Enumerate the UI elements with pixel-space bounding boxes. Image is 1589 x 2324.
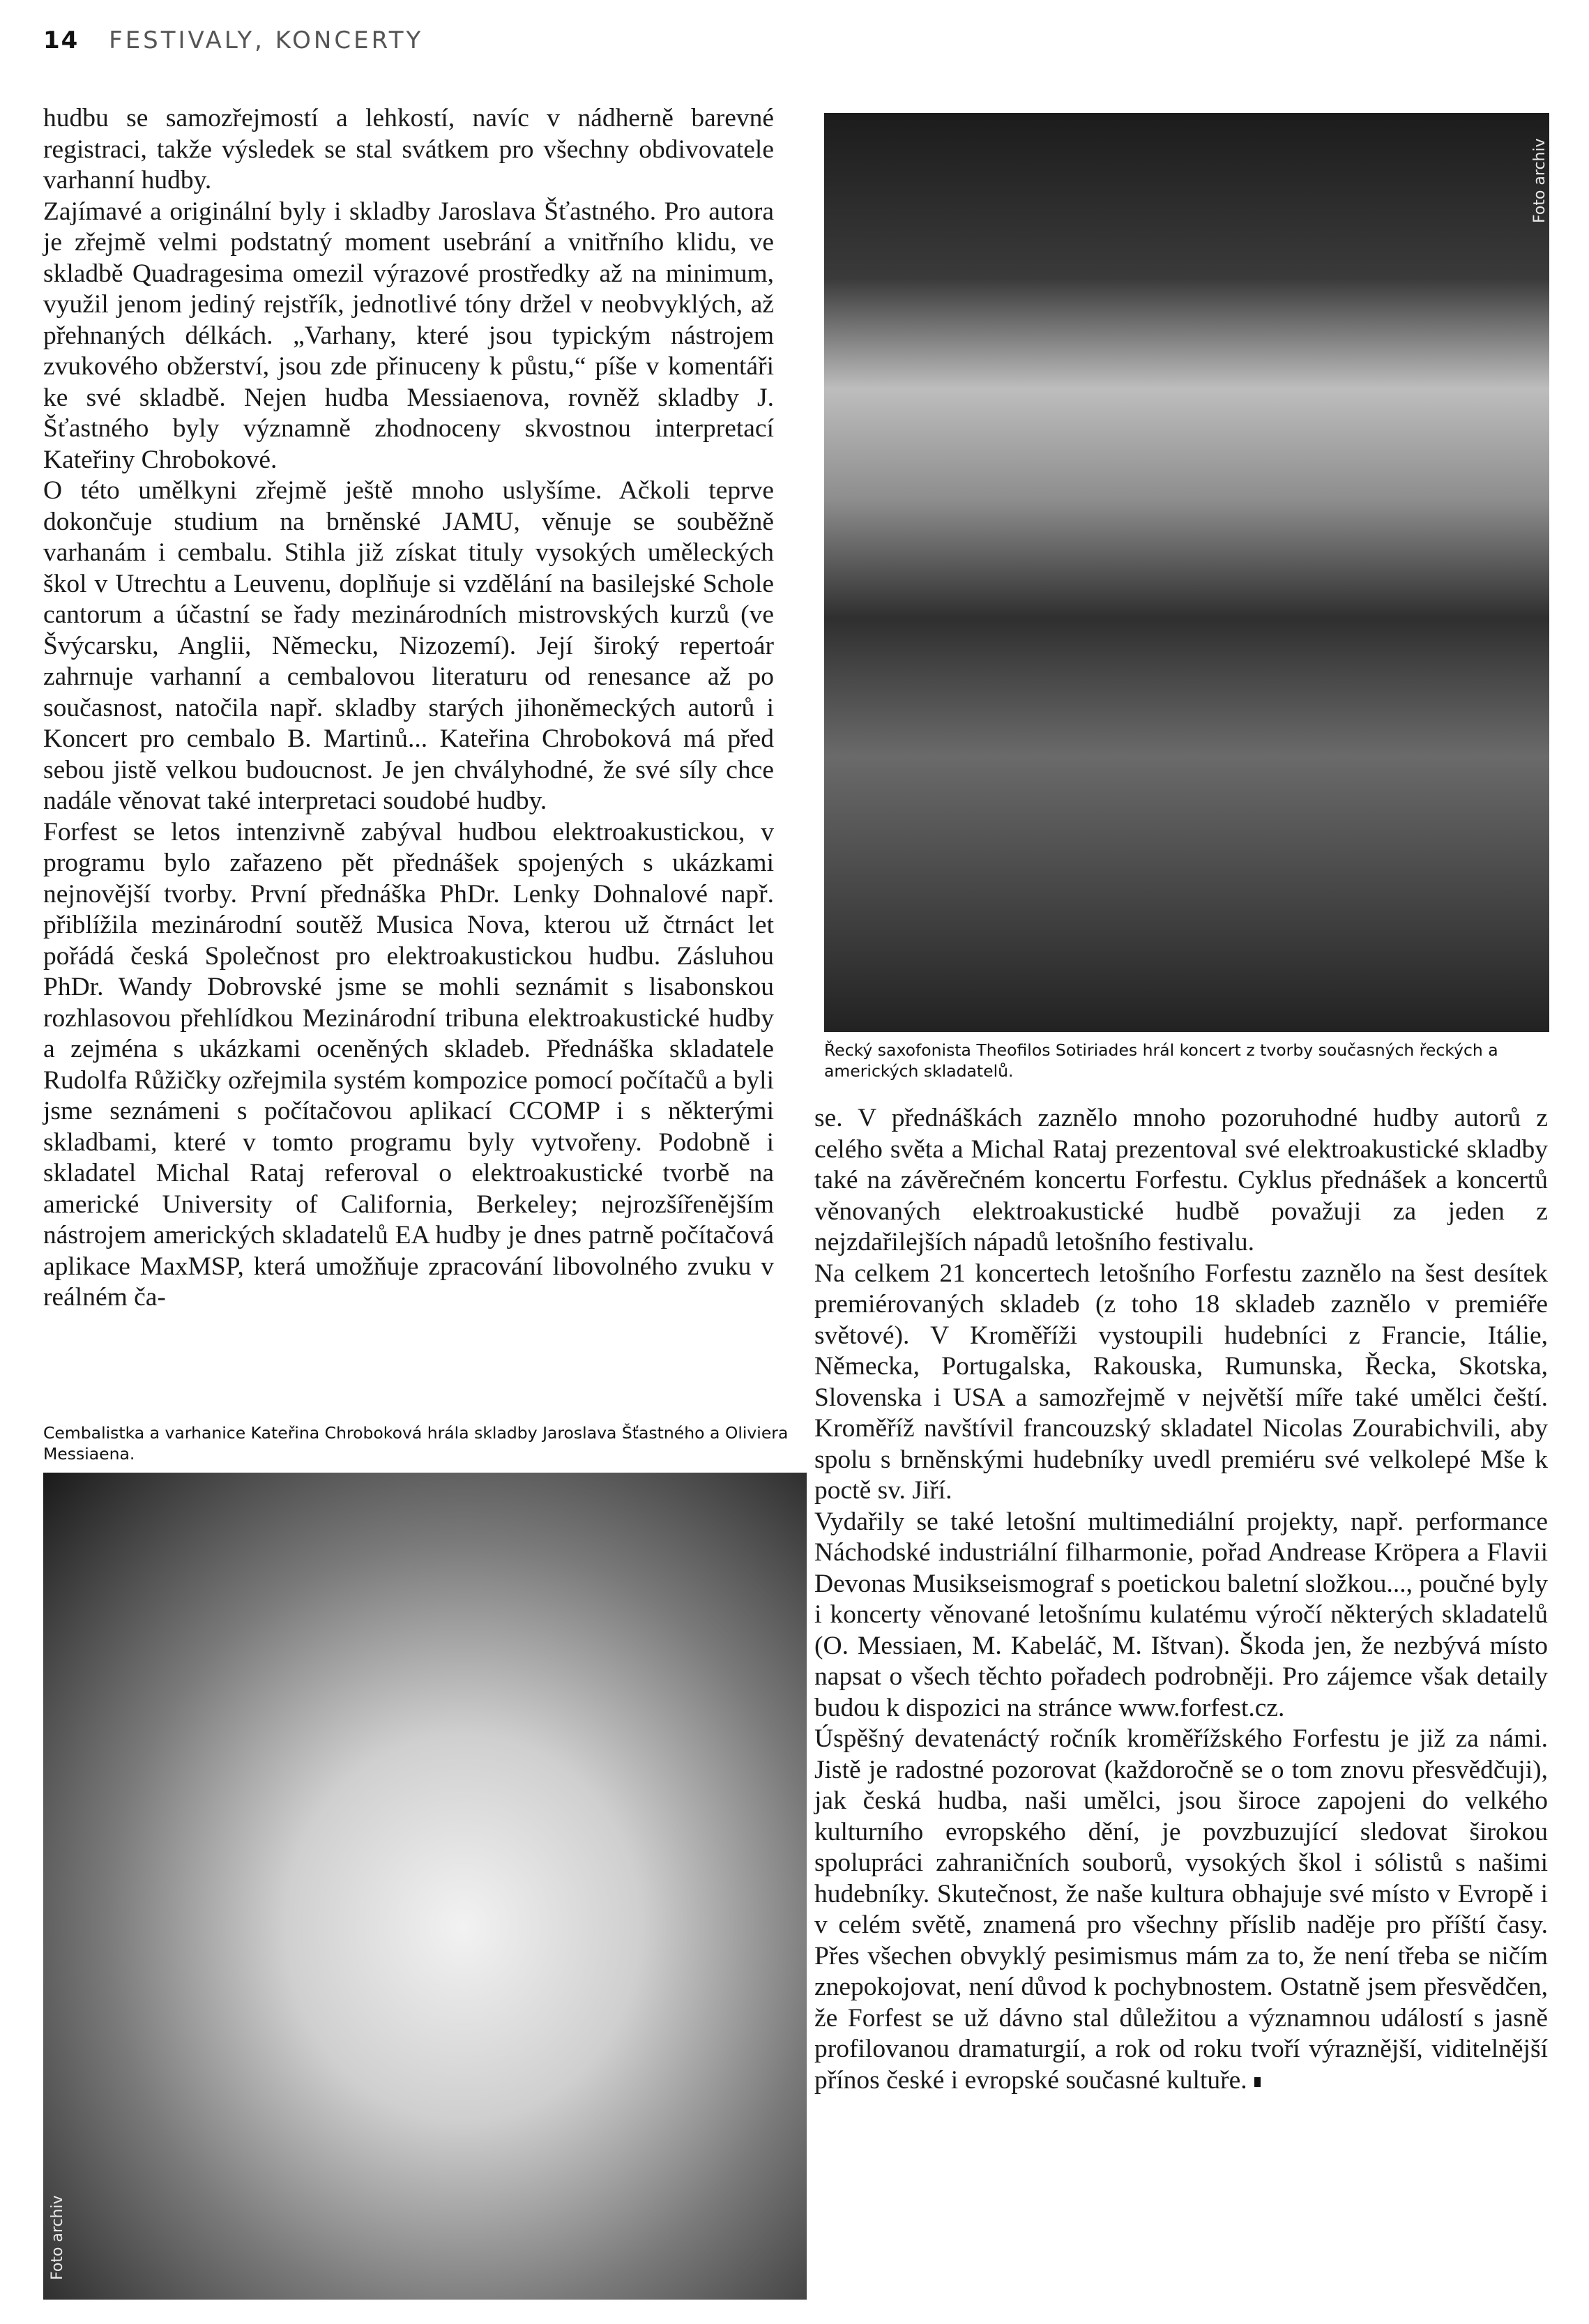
paragraph: O této umělkyni zřejmě ještě mnoho uslyšíme. Ačkoli teprve dokončuje studium na brněnské JAMU, věnuje se souběžně varhanám i cembalu. Stihla již získat tituly vysokých uměleckých škol v Utrechtu a Leuvenu, doplňuje si vzdělání na basilejské Schole cantorum a účastní se řady mezinárodních mistrovských kurzů (ve Švýcarsku, Anglii, Německu, Nizozemí). Její široký repertoár zahrnuje varhanní a cembalovou literaturu od renesance až po současnost, natočila např. skladby starých jihoněmeckých autorů i Koncert pro cembalo B. Martinů... Kateřina Chroboková má před sebou jistě velkou budoucnost. Je jen chvályhodné, že své síly chce nadále věnovat také interpretaci soudobé hudby.: [43, 476, 774, 815]
paragraph: Zajímavé a originální byly i skladby Jaroslava Šťastného. Pro autora je zřejmě velmi podstatný moment usebrání a vnitřního klidu, ve skladbě Quadragesima omezil výrazové prostředky až na minimum, využil jenom jediný rejstřík, jednotlivé tóny držel v neobvyklých, až přehnaných délkách. „Varhany, které jsou typickým nástrojem zvukového obžerství, jsou zde přinuceny k půstu,“ píše v komentáři ke své skladbě. Nejen hudba Messiaenova, rovněž skladby J. Šťastného byly významně zhodnoceny skvostnou interpretací Kateřiny Chrobokové.: [43, 197, 774, 474]
page-number: 14: [43, 26, 79, 54]
paragraph-text: Úspěšný devatenáctý ročník kroměřížského Forfestu je již za námi. Jistě je radostné pozorovat (každoročně se o tom znovu přesvědčuji), jak česká hudba, naši umělci, jsou široce zapojeni do velkého kulturního evropského dění, je povzbuzující sledovat širokou spolupráci zahraničních souborů, vysokých škol i sólistů s našimi hudebníky. Skutečnost, že naše kultura obhajuje své místo v Evropě i v celém světě, znamená pro všechny příslib naděje pro příští časy. Přes všechen obvyklý pesimismus mám za to, že není třeba se ničím znepokojovat, není důvod k pochybnostem. Ostatně jsem přesvědčen, že Forfest se už dávno stal důležitou a významnou událostí s jasně profilovanou dramaturgií, a rok od roku tvoří výraznější, viditelnější přínos české i evropské současné kultuře.: [814, 1724, 1548, 2095]
portrait-photo: [43, 1473, 807, 2300]
photo-credit: Foto archiv: [1531, 138, 1549, 223]
page-header: [43, 26, 423, 54]
end-mark: [1254, 2077, 1261, 2087]
paragraph: Vydařily se také letošní multimediální projekty, např. performance Náchodské industriální filharmonie, pořad Andrease Kröpera a Flavii Devonas Musikseismograf s poetickou baletní složkou..., poučné byly i koncerty věnované letošnímu kulatému výročí některých skladatelů (O. Messiaen, M. Kabeláč, M. Ištvan). Škoda jen, že nezbývá místo napsat o všech těchto pořadech podrobněji. Pro zájemce však detaily budou k dispozici na stránce www.forfest.cz.: [814, 1507, 1548, 1722]
photo-credit: Foto archiv: [49, 2195, 66, 2280]
right-column: [814, 1103, 1548, 2096]
paragraph: [814, 1724, 1548, 2096]
paragraph: Na celkem 21 koncertech letošního Forfestu zaznělo na šest desítek premiérovaných skladeb (z toho 18 skladeb zaznělo v premiéře světové). V Kroměříži vystoupili hudebníci z Francie, Itálie, Německa, Portugalska, Rakouska, Rumunska, Řecka, Skotska, Slovenska i USA a samozřejmě v největší míře také umělci čeští. Kroměříž navštívil francouzský skladatel Nicolas Zourabichvili, aby spolu s brněnskými hudebníky uvedl premiéru své velkolepé Mše k poctě sv. Jiří.: [814, 1259, 1548, 1505]
saxophonist-photo: [824, 113, 1549, 1032]
left-column: [43, 103, 774, 1314]
paragraph: hudbu se samozřejmostí a lehkostí, navíc v nádherně barevné registraci, takže výsledek se stal svátkem pro všechny obdivovatele varhanní hudby.: [43, 104, 774, 195]
photo-caption: Řecký saxofonista Theofilos Sotiriades hrál koncert z tvorby současných řeckých a amerických skladatelů.: [824, 1040, 1498, 1081]
photo-caption: Cembalistka a varhanice Kateřina Chroboková hrála skladby Jaroslava Šťastného a Oliviera Messiaena.: [43, 1423, 789, 1464]
section-title: FESTIVALY, KONCERTY: [109, 26, 424, 54]
paragraph: se. V přednáškách zaznělo mnoho pozoruhodné hudby autorů z celého světa a Michal Rataj prezentoval své elektroakustické skladby také na závěrečném koncertu Forfestu. Cyklus přednášek a koncertů věnovaných elektroakustické hudbě považuji za jeden z nejzdařilejších nápadů letošního festivalu.: [814, 1104, 1548, 1256]
paragraph: Forfest se letos intenzivně zabýval hudbou elektroakustickou, v programu bylo zařazeno pět přednášek spojených s ukázkami nejnovější tvorby. První přednáška PhDr. Lenky Dohnalové např. přiblížila mezinárodní soutěž Musica Nova, kterou už čtrnáct let pořádá česká Společnost pro elektroakustickou hudbu. Zásluhou PhDr. Wandy Dobrovské jsme se mohli seznámit s lisabonskou rozhlasovou přehlídkou Mezinárodní tribuna elektroakustické hudby a zejména s ukázkami oceněných skladeb. Přednáška skladatele Rudolfa Růžičky ozřejmila systém kompozice pomocí počítačů a byli jsme seznámeni s počítačovou aplikací CCOMP i s některými skladbami, které v tomto programu byly vytvořeny. Podobně i skladatel Michal Rataj referoval o elektroakustické tvorbě na americké University of California, Berkeley; nejrozšířenějším nástrojem amerických skladatelů EA hudby je dnes patrně počítačová aplikace MaxMSP, která umožňuje zpracování libovolného zvuku v reálném ča-: [43, 817, 774, 1312]
